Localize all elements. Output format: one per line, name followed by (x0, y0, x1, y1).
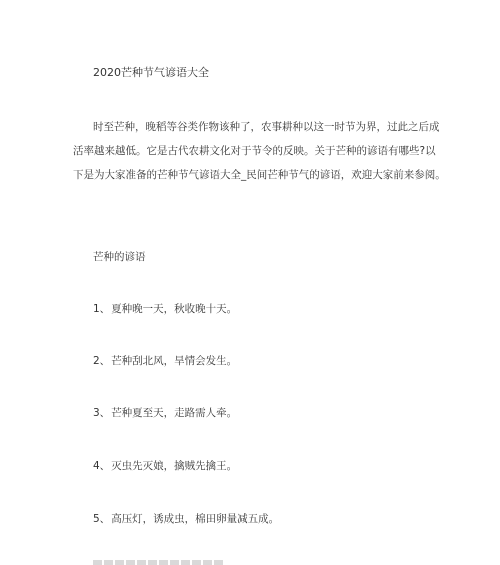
proverb-item (93, 302, 237, 316)
proverb-text: 芒种夏至天，走路需人牵。 (111, 407, 238, 419)
proverb-text: 高压灯，诱成虫，棉田卵量减五成。 (111, 513, 280, 525)
document-title: 2020芒种节气谚语大全 (93, 66, 209, 79)
section-heading: 芒种的谚语 (93, 251, 146, 263)
proverb-item (93, 459, 237, 473)
proverb-number: 5、 (93, 513, 111, 525)
proverb-number: 4、 (93, 460, 111, 472)
proverb-number: 2、 (93, 355, 111, 367)
cut-off-text-line (93, 560, 223, 565)
intro-line: 时至芒种，晚稻等谷类作物该种了，农事耕种以这一时节为界，过此之后成 (93, 121, 440, 133)
proverb-text: 芒种刮北风，旱情会发生。 (111, 355, 238, 367)
proverb-text: 夏种晚一天，秋收晚十天。 (111, 303, 238, 315)
proverb-number: 1、 (93, 303, 111, 315)
proverb-item (93, 406, 237, 420)
proverb-text: 灭虫先灭娘，擒贼先擒王。 (111, 460, 238, 472)
proverb-number: 3、 (93, 407, 111, 419)
intro-paragraph (73, 115, 446, 187)
proverb-item (93, 512, 279, 526)
intro-line: 活率越来越低。它是古代农耕文化对于节令的反映。关于芒种的谚语有哪些?以 (73, 145, 436, 157)
intro-line: 下是为大家准备的芒种节气谚语大全_民间芒种节气的谚语，欢迎大家前来参阅。 (73, 169, 446, 181)
proverb-item (93, 354, 237, 368)
